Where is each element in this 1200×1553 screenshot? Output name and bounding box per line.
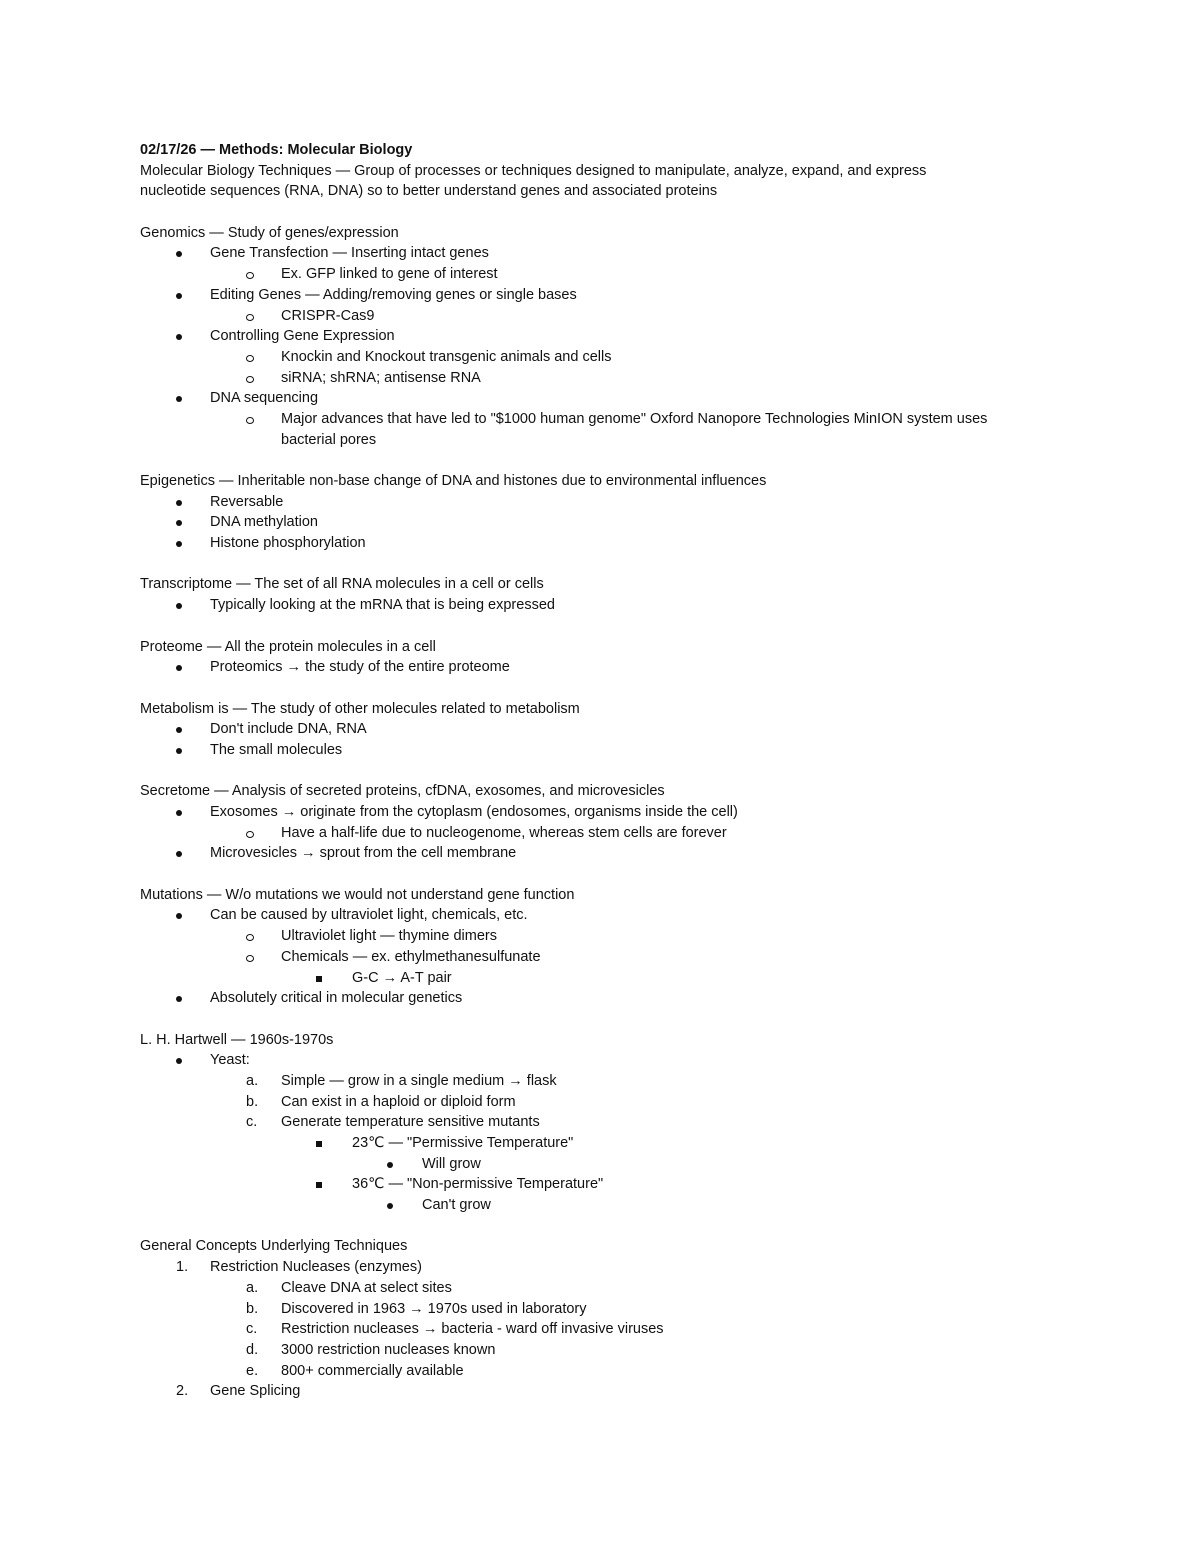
mutations-heading: Mutations — W/o mutations we would not understand gene function bbox=[140, 886, 575, 903]
list-marker: 2. bbox=[176, 1383, 189, 1400]
intro-text: nucleotide sequences (RNA, DNA) so to better understand genes and associated proteins bbox=[140, 183, 718, 200]
square-bullet-icon bbox=[316, 968, 322, 982]
list-item: Ex. GFP linked to gene of interest bbox=[140, 264, 1060, 285]
bullet-icon bbox=[176, 719, 182, 733]
list-item: Ultraviolet light — thymine dimers bbox=[140, 926, 1060, 947]
list-item: 2. Gene Splicing bbox=[140, 1381, 1060, 1402]
list-item: b. Discovered in 1963 → 1970s used in laboratory bbox=[140, 1299, 1060, 1320]
list-item: Controlling Gene Expression bbox=[140, 326, 1060, 347]
list-marker: c. bbox=[246, 1114, 258, 1131]
list-marker: a. bbox=[246, 1279, 259, 1296]
list-item: Don't include DNA, RNA bbox=[140, 719, 1060, 740]
bullet-icon bbox=[176, 326, 182, 340]
list-item: DNA sequencing bbox=[140, 388, 1060, 409]
bullet-icon bbox=[176, 512, 182, 526]
list-item: a. Cleave DNA at select sites bbox=[140, 1278, 1060, 1299]
epigenetics-heading: Epigenetics — Inheritable non-base change of DNA and histones due to environmental influences bbox=[140, 473, 767, 489]
list-item: Have a half-life due to nucleogenome, whereas stem cells are forever bbox=[140, 823, 1060, 844]
bullet-icon bbox=[176, 740, 182, 754]
secretome-heading: Secretome — Analysis of secreted proteins, cfDNA, exosomes, and microvesicles bbox=[140, 783, 665, 800]
list-item: DNA methylation bbox=[140, 512, 1060, 533]
list-marker: a. bbox=[246, 1072, 259, 1089]
bullet-icon bbox=[176, 492, 182, 506]
bullet-icon bbox=[176, 533, 182, 547]
list-item: G-C → A-T pair bbox=[140, 968, 1060, 989]
intro-text: Molecular Biology Techniques — Group of processes or techniques designed to manipulate, analyze, expand, and express bbox=[140, 162, 927, 179]
bullet-icon bbox=[176, 988, 182, 1002]
metabolism-heading: Metabolism is — The study of other molecules related to metabolism bbox=[140, 700, 580, 717]
hollow-bullet-icon bbox=[246, 306, 254, 321]
list-marker: c. bbox=[246, 1321, 258, 1338]
hollow-bullet-icon bbox=[246, 926, 254, 941]
list-item: Histone phosphorylation bbox=[140, 533, 1060, 554]
hollow-bullet-icon bbox=[246, 368, 254, 383]
list-item-continued: bacterial pores bbox=[281, 431, 377, 448]
list-marker: d. bbox=[246, 1341, 259, 1358]
list-item: Exosomes → originate from the cytoplasm (endosomes, organisms inside the cell) bbox=[140, 802, 1060, 823]
list-item: Proteomics → the study of the entire proteome bbox=[140, 657, 1060, 678]
list-marker: e. bbox=[246, 1362, 259, 1379]
bullet-icon bbox=[176, 802, 182, 816]
list-item: CRISPR-Cas9 bbox=[140, 306, 1060, 327]
list-item: e. 800+ commercially available bbox=[140, 1361, 1060, 1382]
list-item: The small molecules bbox=[140, 740, 1060, 761]
list-item: Editing Genes — Adding/removing genes or single bases bbox=[140, 285, 1060, 306]
page-title: 02/17/26 — Methods: Molecular Biology bbox=[140, 142, 413, 158]
proteome-heading: Proteome — All the protein molecules in a cell bbox=[140, 638, 436, 655]
list-item: 1. Restriction Nucleases (enzymes) bbox=[140, 1257, 1060, 1278]
list-marker: b. bbox=[246, 1300, 259, 1317]
square-bullet-icon bbox=[316, 1133, 322, 1147]
list-item: c. Restriction nucleases → bacteria - ward off invasive viruses bbox=[140, 1319, 1060, 1340]
bullet-icon bbox=[176, 905, 182, 919]
bullet-icon bbox=[176, 243, 182, 257]
concepts-heading: General Concepts Underlying Techniques bbox=[140, 1238, 408, 1255]
hollow-bullet-icon bbox=[246, 823, 254, 838]
list-marker: b. bbox=[246, 1093, 259, 1110]
document-page bbox=[140, 140, 1060, 1402]
list-item: Can't grow bbox=[140, 1195, 1060, 1216]
list-item: Absolutely critical in molecular genetics bbox=[140, 988, 1060, 1009]
list-item: Will grow bbox=[140, 1154, 1060, 1175]
genomics-heading: Genomics — Study of genes/expression bbox=[140, 224, 399, 241]
list-item: a. Simple — grow in a single medium → flask bbox=[140, 1071, 1060, 1092]
list-item: b. Can exist in a haploid or diploid form bbox=[140, 1092, 1060, 1113]
bullet-icon bbox=[387, 1154, 393, 1168]
list-item: Yeast: bbox=[140, 1050, 1060, 1071]
list-marker: 1. bbox=[176, 1259, 189, 1276]
list-item: Major advances that have led to "$1000 human genome" Oxford Nanopore Technologies MinION system uses bbox=[140, 409, 1060, 430]
bullet-icon bbox=[387, 1195, 393, 1209]
transcriptome-heading: Transcriptome — The set of all RNA molecules in a cell or cells bbox=[140, 576, 544, 593]
list-item: 36℃ — "Non-permissive Temperature" bbox=[140, 1174, 1060, 1195]
bullet-icon bbox=[176, 388, 182, 402]
bullet-icon bbox=[176, 285, 182, 299]
bullet-icon bbox=[176, 1050, 182, 1064]
list-item: Typically looking at the mRNA that is being expressed bbox=[140, 595, 1060, 616]
list-item: Gene Transfection — Inserting intact genes bbox=[140, 243, 1060, 264]
list-item: Can be caused by ultraviolet light, chemicals, etc. bbox=[140, 905, 1060, 926]
list-item: c. Generate temperature sensitive mutants bbox=[140, 1112, 1060, 1133]
square-bullet-icon bbox=[316, 1174, 322, 1188]
hollow-bullet-icon bbox=[246, 264, 254, 279]
hollow-bullet-icon bbox=[246, 347, 254, 362]
bullet-icon bbox=[176, 657, 182, 671]
list-item: siRNA; shRNA; antisense RNA bbox=[140, 368, 1060, 389]
hartwell-heading: L. H. Hartwell — 1960s-1970s bbox=[140, 1031, 334, 1048]
hollow-bullet-icon bbox=[246, 947, 254, 962]
list-item: 23℃ — "Permissive Temperature" bbox=[140, 1133, 1060, 1154]
list-item: Chemicals — ex. ethylmethanesulfunate bbox=[140, 947, 1060, 968]
bullet-icon bbox=[176, 595, 182, 609]
bullet-icon bbox=[176, 843, 182, 857]
list-item: d. 3000 restriction nucleases known bbox=[140, 1340, 1060, 1361]
list-item: Knockin and Knockout transgenic animals and cells bbox=[140, 347, 1060, 368]
hollow-bullet-icon bbox=[246, 409, 254, 424]
list-item: Microvesicles → sprout from the cell membrane bbox=[140, 843, 1060, 864]
list-item: Reversable bbox=[140, 492, 1060, 513]
